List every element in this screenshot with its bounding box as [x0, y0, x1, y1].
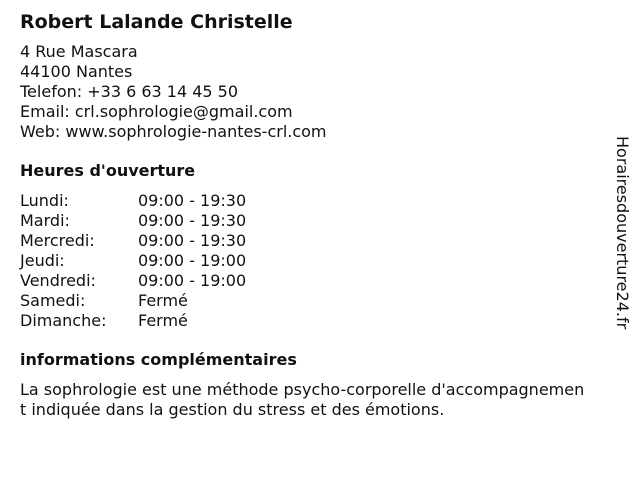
hours-row-saturday	[20, 291, 610, 311]
hours-row-wednesday	[20, 231, 610, 251]
watermark-text: Horairesdouverture24.fr	[613, 136, 632, 330]
phone-line[interactable]: Telefon: +33 6 63 14 45 50	[20, 82, 239, 101]
day-label: Mardi:	[20, 211, 70, 230]
day-label: Dimanche:	[20, 311, 107, 330]
time-value: 09:00 - 19:30	[138, 191, 247, 210]
hours-row-friday	[20, 271, 610, 291]
time-value: 09:00 - 19:30	[138, 231, 247, 250]
contact-block	[20, 42, 610, 142]
day-label: Mercredi:	[20, 231, 95, 250]
info-heading: informations complémentaires	[20, 350, 297, 369]
hours-row-thursday	[20, 251, 610, 271]
hours-row-tuesday	[20, 211, 610, 231]
opening-hours-table	[20, 191, 610, 331]
day-label: Vendredi:	[20, 271, 96, 290]
day-label: Samedi:	[20, 291, 86, 310]
hours-heading: Heures d'ouverture	[20, 161, 196, 180]
info-description: La sophrologie est une méthode psycho-corporelle d'accompagnement indiquée dans la gestion du stress et des émotions.	[20, 380, 585, 419]
time-value: Fermé	[138, 291, 188, 310]
time-value: 09:00 - 19:30	[138, 211, 247, 230]
business-listing	[20, 10, 610, 420]
time-value: 09:00 - 19:00	[138, 251, 247, 270]
business-name: Robert Lalande Christelle	[20, 11, 293, 33]
day-label: Lundi:	[20, 191, 69, 210]
day-label: Jeudi:	[20, 251, 65, 270]
web-line[interactable]: Web: www.sophrologie-nantes-crl.com	[20, 122, 327, 141]
street-address: 4 Rue Mascara	[20, 42, 138, 61]
city-postcode: 44100 Nantes	[20, 62, 133, 81]
email-line[interactable]: Email: crl.sophrologie@gmail.com	[20, 102, 293, 121]
hours-row-monday	[20, 191, 610, 211]
hours-row-sunday	[20, 311, 610, 331]
time-value: 09:00 - 19:00	[138, 271, 247, 290]
time-value: Fermé	[138, 311, 188, 330]
